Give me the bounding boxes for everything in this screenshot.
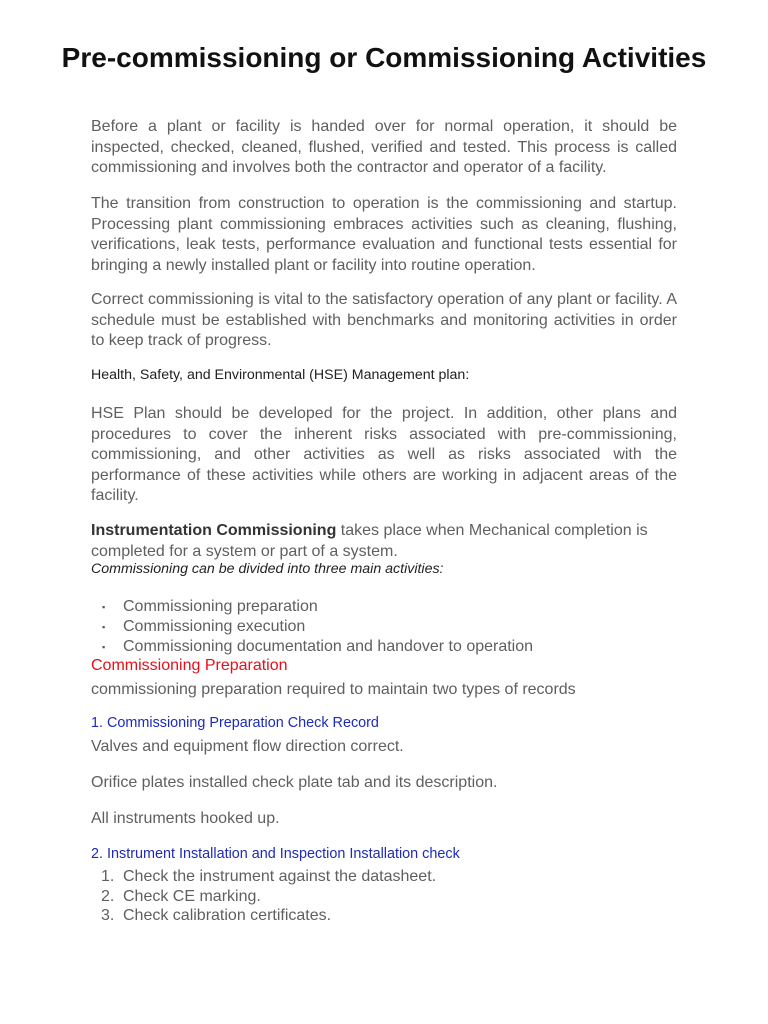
record1-heading: 1. Commissioning Preparation Check Record [91,715,379,731]
list-item: 2. Check CE marking. [101,887,261,905]
page-title: Pre-commissioning or Commissioning Activities [61,42,707,73]
intro-paragraph: Before a plant or facility is handed over for normal operation, it should be inspected, checked, cleaned, flushed, verified and tested. This process is called commissioning and involves both the contractor and operator of a facility. [91,118,677,176]
prep-text: commissioning preparation required to maintain two types of records [91,681,576,698]
hse-heading: Health, Safety, and Environmental (HSE) Management plan: [91,367,470,383]
bullet-icon: ▪ [102,642,106,652]
instrumentation-text: takes place when Mechanical completion is completed for a system or part of a system. [91,522,648,560]
transition-paragraph: The transition from construction to operation is the commissioning and startup. Processing plant commissioning embraces activities such as cleaning, flushing, verifications, leak tests, performance evaluation and functional tests essential for bringing a newly installed plant or facility into routine operation. [91,195,677,274]
record1-item: Orifice plates installed check plate tab and its description. [91,774,498,791]
correct-commissioning-paragraph: Correct commissioning is vital to the satisfactory operation of any plant or facility. A schedule must be established with benchmarks and monitoring activities in order to keep track of progress. [91,291,677,349]
checks-list [91,867,436,926]
list-item: 3. Check calibration certificates. [101,907,332,924]
list-item: 1. Check the instrument against the datasheet. [101,868,437,885]
list-item: ▪ Commissioning documentation and handover to operation [102,638,534,655]
list-item: ▪ Commissioning preparation [102,598,318,615]
record1-item: Valves and equipment flow direction correct. [91,738,404,755]
instrumentation-paragraph [91,521,677,562]
record1-item: All instruments hooked up. [91,810,280,827]
record2-heading: 2. Instrument Installation and Inspection Installation check [91,846,460,862]
prep-heading: Commissioning Preparation [91,657,288,674]
bullet-icon: ▪ [102,602,106,612]
instrumentation-term: Instrumentation Commissioning [91,522,337,539]
activities-list [91,597,533,657]
bullet-icon: ▪ [102,622,106,632]
list-item: ▪ Commissioning execution [102,618,306,635]
hse-paragraph: HSE Plan should be developed for the project. In addition, other plans and procedures to cover the inherent risks associated with pre-commissioning, commissioning, and other activities as well as risks associated with the performance of these activities while others are working in adjacent areas of the facility. [91,405,677,504]
divided-note: Commissioning can be divided into three main activities: [91,561,444,577]
